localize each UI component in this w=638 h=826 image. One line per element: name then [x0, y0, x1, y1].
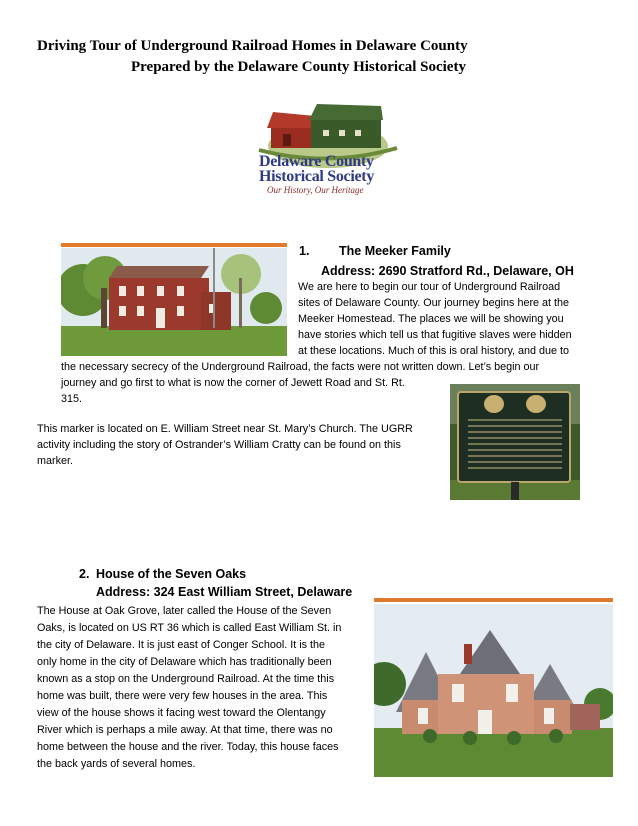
logo-name-line2: Historical Society — [259, 168, 375, 185]
section2-heading: House of the Seven Oaks — [96, 567, 247, 581]
section1-text-line: sites of Delaware County. Our journey begins here at the — [298, 297, 570, 309]
section2-text-line: River which is perhaps a mile away. At that time, there was no — [37, 724, 333, 736]
section2-text-line: view of the house shows it facing west toward the Olentangy — [37, 707, 326, 719]
section2-text-line: the back yards of several homes. — [37, 758, 196, 770]
section2-address: Address: 324 East William Street, Delaware — [96, 585, 353, 599]
section1-address: Address: 2690 Stratford Rd., Delaware, OH — [321, 264, 574, 278]
section1-text-line: We are here to begin our tour of Underground Railroad — [298, 281, 561, 293]
logo-name-line1: Delaware County — [259, 153, 374, 170]
meeker-homestead-photo — [61, 248, 287, 356]
section1-text-line: the necessary secrecy of the Underground Railroad, the facts were not written down. Let’s begin our — [61, 361, 540, 373]
document-title-line1: Driving Tour of Underground Railroad Homes in Delaware County — [37, 38, 468, 54]
section1-text-line: at these locations. Much of this is oral history, and due to — [298, 345, 570, 357]
section2-accent-bar — [374, 598, 613, 602]
section2-text-line: home was built, there were very few houses in the area. This — [37, 690, 328, 702]
marker-text-line: marker. — [37, 455, 73, 467]
section1-text-line: have stories which tell us that fugitive slaves were hidden — [298, 329, 572, 341]
marker-text-line: activity including the story of Ostrander’s William Cratty can be found on this — [37, 439, 401, 451]
section1-accent-bar — [61, 243, 287, 247]
section2-text-line: known as a stop on the Underground Railroad. At the time this — [37, 673, 335, 685]
section2-text-line: Oaks, is located on US RT 36 which is called East William St. in — [37, 622, 342, 634]
section2-text-line: the city of Delaware. It is just east of Conger School. It is the — [37, 639, 326, 651]
section1-text-line: journey and go first to what is now the corner of Jewett Road and St. Rt. — [61, 377, 405, 389]
seven-oaks-house-photo — [374, 604, 613, 777]
document-title-line2: Prepared by the Delaware County Historical Society — [131, 59, 466, 75]
section2-text-line: home between the house and the river. Today, this house faces — [37, 741, 339, 753]
section2-number: 2. — [79, 567, 90, 581]
section1-text-line: 315. — [61, 393, 83, 405]
historical-marker-photo — [450, 384, 580, 500]
marker-text-line: This marker is located on E. William Street near St. Mary’s Church. The UGRR — [37, 423, 413, 435]
section1-text-line: Meeker Homestead. The places we will be showing you — [298, 313, 564, 325]
logo-tagline: Our History, Our Heritage — [267, 185, 364, 195]
section2-text-line: only home in the city of Delaware which has traditionally been — [37, 656, 332, 668]
section2-text-line: The House at Oak Grove, later called the House of the Seven — [37, 605, 332, 617]
section1-number: 1. — [299, 244, 310, 258]
section1-heading: The Meeker Family — [339, 244, 451, 258]
